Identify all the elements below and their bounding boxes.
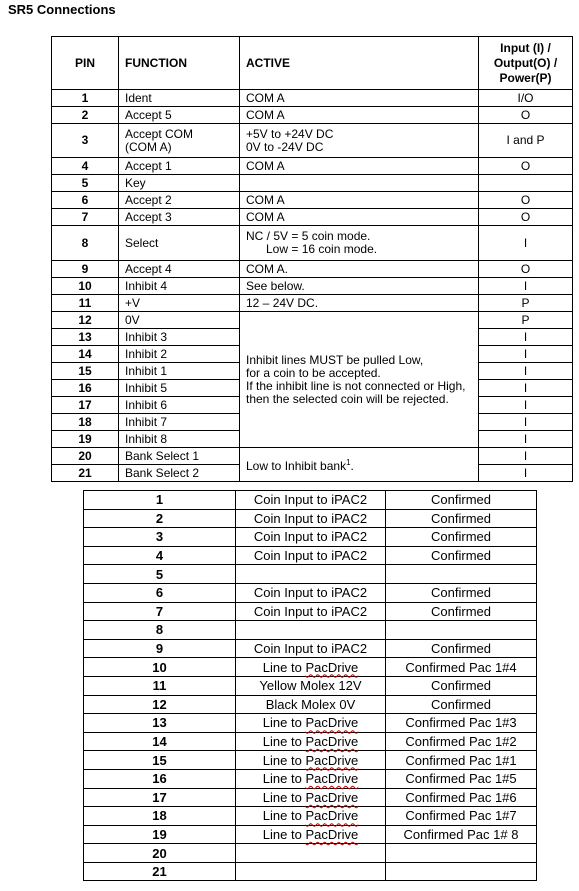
header-active: ACTIVE bbox=[240, 37, 479, 90]
table-row bbox=[84, 807, 537, 826]
status-cell: Confirmed bbox=[386, 509, 537, 528]
status-cell: Confirmed Pac 1#3 bbox=[386, 714, 537, 733]
io-cell: I bbox=[479, 346, 573, 363]
pin-cell: 10 bbox=[84, 658, 236, 677]
pin-cell: 5 bbox=[52, 175, 119, 192]
table-row bbox=[84, 621, 537, 640]
table-row bbox=[52, 278, 573, 295]
function-cell: Bank Select 2 bbox=[119, 465, 240, 482]
pin-cell: 9 bbox=[84, 639, 236, 658]
connection-cell: Black Molex 0V bbox=[236, 695, 386, 714]
pin-cell: 12 bbox=[84, 695, 236, 714]
active-cell bbox=[240, 226, 479, 261]
wiring-table bbox=[83, 490, 537, 881]
active-line: Low = 16 coin mode. bbox=[266, 242, 378, 256]
pin-cell: 1 bbox=[84, 491, 236, 510]
table-row bbox=[84, 639, 537, 658]
status-cell: Confirmed bbox=[386, 546, 537, 565]
bank-note-text: Low to Inhibit bank bbox=[246, 459, 347, 473]
active-line: +5V to +24V DC bbox=[246, 126, 334, 141]
io-cell: I bbox=[479, 278, 573, 295]
active-line: NC / 5V = 5 coin mode. bbox=[246, 229, 371, 243]
pin-cell: 4 bbox=[84, 546, 236, 565]
function-cell: Ident bbox=[119, 90, 240, 107]
table-row bbox=[84, 862, 537, 881]
table-row bbox=[84, 602, 537, 621]
table-row bbox=[52, 192, 573, 209]
io-cell: P bbox=[479, 295, 573, 312]
pin-cell: 13 bbox=[52, 329, 119, 346]
header-io bbox=[479, 37, 573, 90]
active-cell: 12 – 24V DC. bbox=[240, 295, 479, 312]
pinout-header-row bbox=[52, 37, 573, 90]
pin-cell: 15 bbox=[52, 363, 119, 380]
status-cell: Confirmed bbox=[386, 491, 537, 510]
table-row bbox=[52, 448, 573, 465]
connection-cell: Coin Input to iPAC2 bbox=[236, 509, 386, 528]
connection-prefix: Line to bbox=[262, 715, 306, 731]
connection-word: PacDrive bbox=[305, 734, 359, 750]
connection-cell: Yellow Molex 12V bbox=[236, 676, 386, 695]
connection-word: PacDrive bbox=[305, 826, 359, 842]
connection-cell bbox=[236, 844, 386, 863]
table-row bbox=[84, 676, 537, 695]
connection-prefix: Line to bbox=[262, 752, 306, 768]
pin-cell: 19 bbox=[52, 431, 119, 448]
pin-cell: 6 bbox=[84, 583, 236, 602]
active-cell: COM A bbox=[240, 209, 479, 226]
io-cell: I bbox=[479, 431, 573, 448]
function-cell: Bank Select 1 bbox=[119, 448, 240, 465]
pin-cell: 5 bbox=[84, 565, 236, 584]
function-cell: Inhibit 6 bbox=[119, 397, 240, 414]
status-cell: Confirmed bbox=[386, 676, 537, 695]
status-cell: Confirmed Pac 1# 8 bbox=[386, 825, 537, 844]
status-cell: Confirmed bbox=[386, 583, 537, 602]
inhibit-note-line: for a coin to be accepted. bbox=[246, 365, 381, 380]
pin-cell: 20 bbox=[52, 448, 119, 465]
io-cell: I/O bbox=[479, 90, 573, 107]
table-row bbox=[52, 226, 573, 261]
pin-cell: 9 bbox=[52, 261, 119, 278]
connection-prefix: Line to bbox=[262, 734, 306, 750]
io-cell: I bbox=[479, 465, 573, 482]
connection-cell bbox=[236, 621, 386, 640]
table-row bbox=[52, 124, 573, 158]
table-row bbox=[52, 295, 573, 312]
pin-cell: 2 bbox=[84, 509, 236, 528]
status-cell: Confirmed Pac 1#4 bbox=[386, 658, 537, 677]
pin-cell: 14 bbox=[52, 346, 119, 363]
connection-word: PacDrive bbox=[305, 789, 359, 805]
connection-prefix: Line to bbox=[262, 808, 306, 824]
active-cell: COM A bbox=[240, 158, 479, 175]
status-cell: Confirmed Pac 1#1 bbox=[386, 751, 537, 770]
function-cell: Inhibit 4 bbox=[119, 278, 240, 295]
pin-cell: 18 bbox=[84, 807, 236, 826]
table-row bbox=[84, 509, 537, 528]
pin-cell: 19 bbox=[84, 825, 236, 844]
pin-cell: 13 bbox=[84, 714, 236, 733]
pin-cell: 16 bbox=[52, 380, 119, 397]
status-cell bbox=[386, 844, 537, 863]
pin-cell: 4 bbox=[52, 158, 119, 175]
table-row bbox=[84, 769, 537, 788]
connection-cell: Coin Input to iPAC2 bbox=[236, 528, 386, 547]
pin-cell: 18 bbox=[52, 414, 119, 431]
table-row bbox=[84, 714, 537, 733]
connection-prefix: Line to bbox=[262, 789, 306, 805]
io-cell: I bbox=[479, 448, 573, 465]
pin-cell: 17 bbox=[84, 788, 236, 807]
function-line: (COM A) bbox=[125, 139, 172, 154]
inhibit-note-line: If the inhibit line is not connected or High, then the selected coin will be rejected. bbox=[246, 378, 466, 406]
connection-cell bbox=[236, 732, 386, 751]
io-cell bbox=[479, 175, 573, 192]
pin-cell: 11 bbox=[84, 676, 236, 695]
io-cell: I bbox=[479, 397, 573, 414]
active-cell bbox=[240, 175, 479, 192]
table-row bbox=[52, 175, 573, 192]
table-row bbox=[84, 528, 537, 547]
connection-cell bbox=[236, 825, 386, 844]
connection-cell bbox=[236, 714, 386, 733]
pin-cell: 6 bbox=[52, 192, 119, 209]
io-cell: I bbox=[479, 363, 573, 380]
pin-cell: 3 bbox=[52, 124, 119, 158]
status-cell bbox=[386, 621, 537, 640]
function-cell: Key bbox=[119, 175, 240, 192]
table-row bbox=[84, 565, 537, 584]
function-cell: Accept 5 bbox=[119, 107, 240, 124]
active-cell: COM A. bbox=[240, 261, 479, 278]
function-cell: Accept 2 bbox=[119, 192, 240, 209]
io-cell: I bbox=[479, 329, 573, 346]
pin-cell: 12 bbox=[52, 312, 119, 329]
table-row bbox=[84, 695, 537, 714]
pin-cell: 15 bbox=[84, 751, 236, 770]
bank-note-cell bbox=[240, 448, 479, 482]
table-row bbox=[84, 751, 537, 770]
pin-cell: 3 bbox=[84, 528, 236, 547]
header-io-line3: Power(P) bbox=[499, 70, 552, 85]
function-cell: Accept 3 bbox=[119, 209, 240, 226]
io-cell: I and P bbox=[479, 124, 573, 158]
table-row bbox=[52, 90, 573, 107]
pin-cell: 8 bbox=[84, 621, 236, 640]
pin-cell: 1 bbox=[52, 90, 119, 107]
connection-cell: Coin Input to iPAC2 bbox=[236, 639, 386, 658]
connection-cell bbox=[236, 862, 386, 881]
pin-cell: 20 bbox=[84, 844, 236, 863]
function-cell: Inhibit 8 bbox=[119, 431, 240, 448]
status-cell: Confirmed Pac 1#2 bbox=[386, 732, 537, 751]
active-cell: COM A bbox=[240, 90, 479, 107]
bank-note-footnote: 1 bbox=[346, 458, 351, 467]
pin-cell: 21 bbox=[84, 862, 236, 881]
io-cell: O bbox=[479, 261, 573, 278]
function-cell: Inhibit 1 bbox=[119, 363, 240, 380]
status-cell: Confirmed bbox=[386, 695, 537, 714]
table-row bbox=[52, 209, 573, 226]
page-title: SR5 Connections bbox=[8, 2, 116, 17]
connection-cell: Coin Input to iPAC2 bbox=[236, 602, 386, 621]
function-cell: Accept 4 bbox=[119, 261, 240, 278]
function-cell: Select bbox=[119, 226, 240, 261]
connection-cell bbox=[236, 658, 386, 677]
connection-cell bbox=[236, 565, 386, 584]
active-line: 0V to -24V DC bbox=[246, 139, 324, 154]
pin-cell: 8 bbox=[52, 226, 119, 261]
connection-cell bbox=[236, 788, 386, 807]
connection-cell bbox=[236, 751, 386, 770]
io-cell: O bbox=[479, 107, 573, 124]
function-cell: Inhibit 2 bbox=[119, 346, 240, 363]
header-function: FUNCTION bbox=[119, 37, 240, 90]
io-cell: I bbox=[479, 380, 573, 397]
function-cell: +V bbox=[119, 295, 240, 312]
pin-cell: 21 bbox=[52, 465, 119, 482]
pin-cell: 16 bbox=[84, 769, 236, 788]
table-row bbox=[84, 583, 537, 602]
function-cell: Inhibit 7 bbox=[119, 414, 240, 431]
connection-word: PacDrive bbox=[305, 659, 359, 675]
function-cell: Accept 1 bbox=[119, 158, 240, 175]
header-io-line1: Input (I) / bbox=[500, 40, 551, 55]
active-cell: COM A bbox=[240, 192, 479, 209]
io-cell: O bbox=[479, 209, 573, 226]
pin-cell: 14 bbox=[84, 732, 236, 751]
function-cell: 0V bbox=[119, 312, 240, 329]
pin-cell: 10 bbox=[52, 278, 119, 295]
function-cell: Inhibit 3 bbox=[119, 329, 240, 346]
status-cell: Confirmed bbox=[386, 528, 537, 547]
pin-cell: 7 bbox=[52, 209, 119, 226]
io-cell: O bbox=[479, 158, 573, 175]
bank-note-end: . bbox=[350, 459, 354, 473]
io-cell: I bbox=[479, 226, 573, 261]
connection-cell: Coin Input to iPAC2 bbox=[236, 491, 386, 510]
pinout-table bbox=[51, 36, 573, 482]
status-cell: Confirmed Pac 1#6 bbox=[386, 788, 537, 807]
table-row bbox=[84, 825, 537, 844]
connection-prefix: Line to bbox=[262, 659, 306, 675]
pin-cell: 17 bbox=[52, 397, 119, 414]
active-cell: See below. bbox=[240, 278, 479, 295]
connection-word: PacDrive bbox=[305, 752, 359, 768]
connection-word: PacDrive bbox=[305, 715, 359, 731]
status-cell: Confirmed Pac 1#7 bbox=[386, 807, 537, 826]
connection-prefix: Line to bbox=[262, 771, 306, 787]
table-row bbox=[84, 658, 537, 677]
pin-cell: 11 bbox=[52, 295, 119, 312]
active-cell: COM A bbox=[240, 107, 479, 124]
connection-cell bbox=[236, 769, 386, 788]
function-line: Accept COM bbox=[125, 126, 194, 141]
table-row bbox=[84, 844, 537, 863]
function-cell: Inhibit 5 bbox=[119, 380, 240, 397]
io-cell: I bbox=[479, 414, 573, 431]
header-pin: PIN bbox=[52, 37, 119, 90]
connection-word: PacDrive bbox=[305, 808, 359, 824]
active-cell bbox=[240, 124, 479, 158]
header-io-line2: Output(O) / bbox=[493, 55, 558, 70]
status-cell: Confirmed bbox=[386, 639, 537, 658]
table-row bbox=[84, 546, 537, 565]
connection-prefix: Line to bbox=[262, 826, 306, 842]
connection-cell: Coin Input to iPAC2 bbox=[236, 583, 386, 602]
status-cell: Confirmed bbox=[386, 602, 537, 621]
io-cell: P bbox=[479, 312, 573, 329]
connection-word: PacDrive bbox=[305, 771, 359, 787]
pin-cell: 7 bbox=[84, 602, 236, 621]
table-row bbox=[84, 491, 537, 510]
table-row bbox=[52, 107, 573, 124]
inhibit-note-line: Inhibit lines MUST be pulled Low, bbox=[246, 352, 424, 367]
function-cell bbox=[119, 124, 240, 158]
pin-cell: 2 bbox=[52, 107, 119, 124]
table-row bbox=[84, 788, 537, 807]
status-cell: Confirmed Pac 1#5 bbox=[386, 769, 537, 788]
io-cell: O bbox=[479, 192, 573, 209]
connection-cell bbox=[236, 807, 386, 826]
inhibit-note-cell bbox=[240, 312, 479, 448]
table-row bbox=[52, 312, 573, 329]
status-cell bbox=[386, 862, 537, 881]
table-row bbox=[84, 732, 537, 751]
table-row bbox=[52, 158, 573, 175]
status-cell bbox=[386, 565, 537, 584]
connection-cell: Coin Input to iPAC2 bbox=[236, 546, 386, 565]
table-row bbox=[52, 261, 573, 278]
